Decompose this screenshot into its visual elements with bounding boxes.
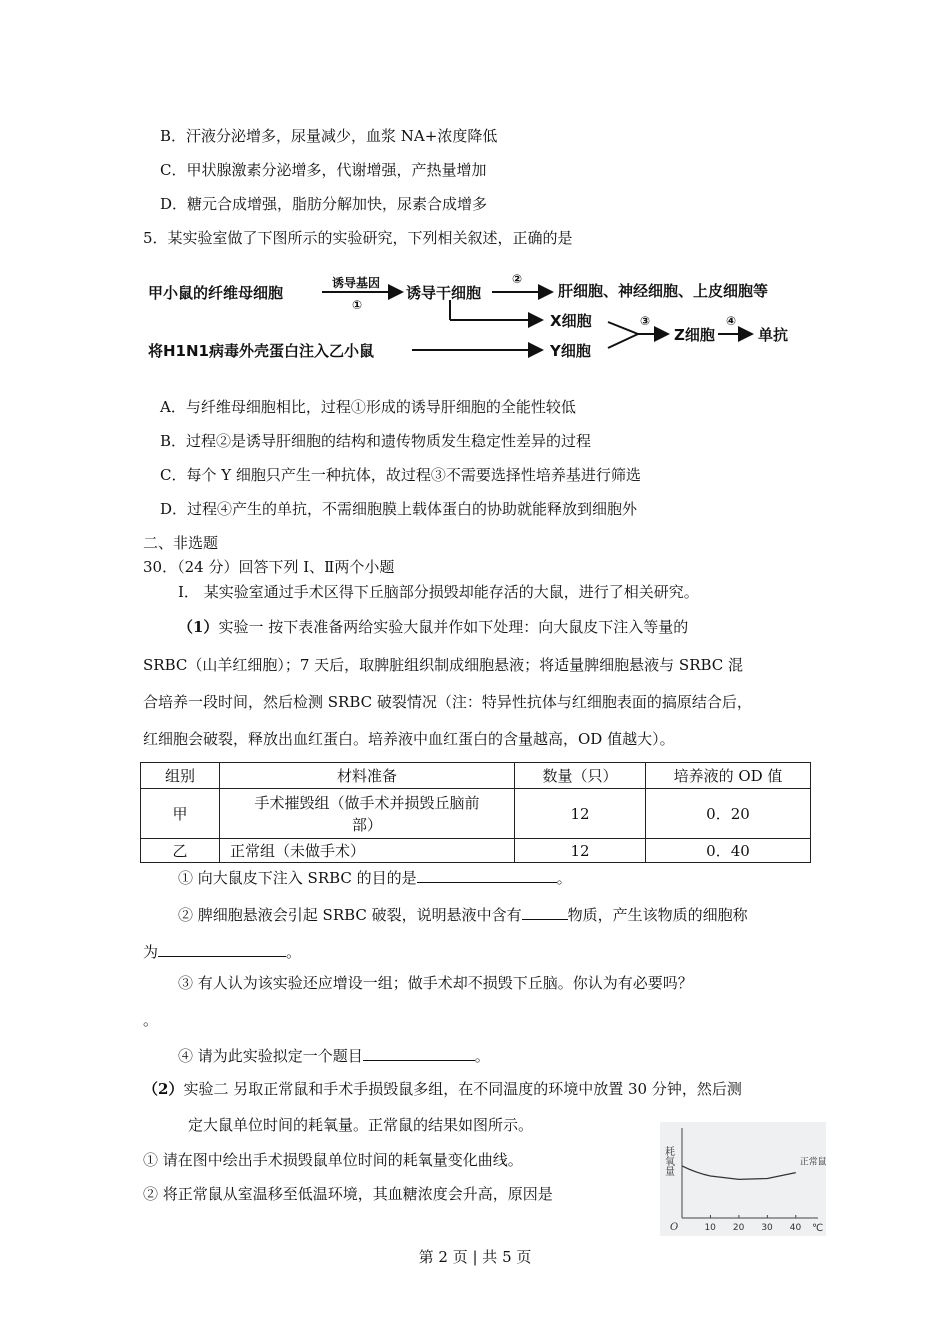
node-z-cell: Z细胞 (674, 326, 715, 344)
x-tick-label: 40 (789, 1223, 802, 1233)
cell-od: 0．20 (646, 789, 811, 839)
x-tick-label: 30 (761, 1223, 773, 1233)
node-x-cell: X细胞 (550, 312, 592, 330)
q5-flow-diagram (140, 262, 820, 372)
node-target-cells: 肝细胞、神经细胞、上皮细胞等 (558, 282, 769, 300)
exp1-line3: 合培养一段时间，然后检测 SRBC 破裂情况（注：特异性抗体与红细胞表面的搞原结合后， (143, 693, 752, 711)
table-row (141, 789, 811, 839)
label-step3: ③ (640, 314, 651, 328)
cell-material (220, 789, 515, 839)
table-header-row (141, 763, 811, 789)
cell-group: 甲 (141, 789, 220, 839)
label-step2: ② (512, 272, 523, 286)
sub-question-3: ③ 有人认为该实验还应增设一组；做手术却不损毁下丘脑。你认为有必要吗？ (178, 974, 693, 992)
q4-option-c: C．甲状腺激素分泌增多，代谢增强，产热量增加 (160, 161, 487, 179)
cell-group: 乙 (141, 839, 220, 863)
cell-count: 12 (515, 839, 646, 863)
source-fibroblast: 甲小鼠的纤维母细胞 (148, 284, 284, 302)
label-induce-gene: 诱导基因 (332, 276, 381, 290)
x-axis-label: ℃ (812, 1223, 824, 1234)
header-od: 培养液的 OD 值 (646, 763, 811, 789)
origin-label: O (670, 1222, 679, 1233)
exp2-line1: （2）实验二 另取正常鼠和手术手损毁鼠多组，在不同温度的环境中放置 30 分钟，然后测 (143, 1080, 742, 1098)
experiment-table (140, 762, 811, 863)
node-mab: 单抗 (758, 326, 789, 344)
exp1-line1 (178, 617, 688, 637)
sub-question-2: ② 脾细胞悬液会引起 SRBC 破裂，说明悬液中含有 物质，产生该物质的细胞称 (178, 903, 748, 925)
header-count: 数量（只） (515, 763, 646, 789)
q5-option-c: C．每个 Y 细胞只产生一种抗体，故过程③不需要选择性培养基进行筛选 (160, 466, 641, 484)
answer-blank-2a[interactable] (522, 903, 568, 920)
header-material: 材料准备 (220, 763, 515, 789)
exp1-text1: 实验一 按下表准备两给实验大鼠并作如下处理：向大鼠皮下注入等量的 (218, 618, 689, 636)
exp1-line4: 红细胞会破裂，释放出血红蛋白。培养液中血红蛋白的含量越高，OD 值越大）。 (143, 730, 675, 748)
exp2-sub2: ② 将正常鼠从室温移至低温环境，其血糖浓度会升高，原因是 (143, 1185, 553, 1203)
node-y-cell: Y细胞 (550, 342, 591, 360)
y-axis-label: 耗氧量 (662, 1146, 674, 1176)
sub-question-3-end: 。 (143, 1011, 159, 1029)
chart-svg (660, 1122, 826, 1236)
q5-option-b: B．过程②是诱导肝细胞的结构和遗传物质发生稳定性差异的过程 (160, 432, 592, 450)
section-heading: 二、非选题 (143, 534, 219, 552)
series-label: 正常鼠 (799, 1157, 826, 1168)
series-line-normal-rat (682, 1166, 796, 1179)
merge-y (608, 334, 638, 348)
cell-count: 12 (515, 789, 646, 839)
q5-option-d: D．过程④产生的单抗，不需细胞膜上载体蛋白的协助就能释放到细胞外 (160, 500, 638, 518)
exp2-sub1: ① 请在图中绘出手术损毁鼠单位时间的耗氧量变化曲线。 (143, 1151, 523, 1169)
sub-question-1: ① 向大鼠皮下注入 SRBC 的目的是 。 (178, 866, 572, 888)
source-h1n1: 将H1N1病毒外壳蛋白注入乙小鼠 (148, 342, 374, 360)
label-step1: ① (352, 298, 363, 312)
table-row (141, 839, 811, 863)
exp2-label: （2） (143, 1080, 184, 1098)
q4-option-d: D．糖元合成增强，脂肪分解加快，尿素合成增多 (160, 195, 488, 213)
label-step4: ④ (726, 314, 737, 328)
q30-part1-intro: I． 某实验室通过手术区得下丘脑部分损毁却能存活的大鼠，进行了相关研究。 (178, 583, 699, 601)
page-footer: 第 2 页 | 共 5 页 (418, 1248, 532, 1266)
cell-material-l1: 手术摧毁组（做手术并损毁丘脑前 (254, 793, 480, 812)
q30-stem: 30．（24 分）回答下列 I、Ⅱ两个小题 (143, 558, 395, 576)
cell-material: 正常组（未做手术） (220, 839, 515, 863)
answer-blank-4[interactable] (363, 1044, 475, 1061)
q4-option-b: B．汗液分泌增多，尿量减少，血浆 NA+浓度降低 (160, 127, 498, 145)
x-tick-label: 10 (704, 1223, 716, 1233)
q5-option-a: A．与纤维母细胞相比，过程①形成的诱导肝细胞的全能性较低 (160, 398, 576, 416)
q5-stem: 5．某实验室做了下图所示的实验研究，下列相关叙述，正确的是 (143, 229, 573, 247)
node-ips-cell: 诱导干细胞 (406, 284, 482, 302)
cell-material-l2: 部） (351, 815, 382, 834)
exp1-line2: SRBC（山羊红细胞）；7 天后，取脾脏组织制成细胞悬液；将适量脾细胞悬液与 SRBC 混 (143, 656, 744, 674)
sub-question-2-cont: 为 。 (143, 940, 301, 962)
answer-blank-2b[interactable] (158, 940, 286, 957)
sub-question-4: ④ 请为此实验拟定一个题目 。 (178, 1044, 490, 1066)
merge-x (608, 322, 638, 334)
exp2-line2: 定大鼠单位时间的耗氧量。正常鼠的结果如图所示。 (188, 1116, 534, 1134)
answer-blank-1[interactable] (417, 866, 557, 883)
header-group: 组别 (141, 763, 220, 789)
oxygen-consumption-chart (660, 1122, 826, 1236)
x-tick-label: 20 (732, 1223, 745, 1233)
cell-od: 0．40 (646, 839, 811, 863)
exp1-label: （1） (178, 618, 219, 636)
